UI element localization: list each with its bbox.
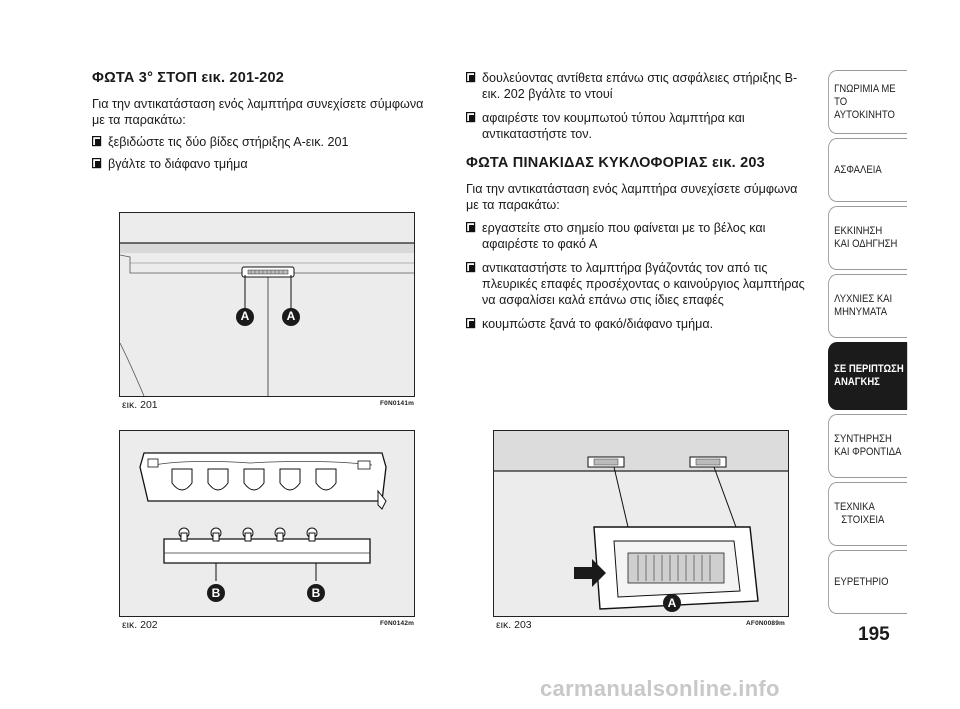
tab-label: ΛΥΧΝΙΕΣ ΚΑΙ <box>834 293 893 305</box>
callout-label-a: A <box>667 596 677 610</box>
tab-label: ΕΥΡΕΤΗΡΙΟ <box>834 575 889 588</box>
bullet-text: βγάλτε το διάφανο τμήμα <box>108 157 248 171</box>
tab-in-an-emergency[interactable] <box>828 342 907 410</box>
tab-safety[interactable] <box>828 138 907 202</box>
tab-getting-to-know-car[interactable] <box>828 70 907 134</box>
tab-label: ΣΥΝΤΗΡΗΣΗ <box>834 433 892 445</box>
tab-label: ΣΤΟΙΧΕΙΑ <box>841 514 885 526</box>
checkbox-bullet-icon <box>466 222 476 233</box>
intro-line: Για την αντικατάσταση ενός λαμπτήρα συνεχίσετε σύμφωνα <box>92 97 424 111</box>
figure-code: F0N0142m <box>380 620 415 627</box>
figure-code: F0N0141m <box>380 400 415 407</box>
callout-label-b: B <box>211 586 221 600</box>
checkbox-bullet-icon <box>466 112 476 123</box>
tab-warning-lights-and-messages[interactable] <box>828 274 907 338</box>
instruction-bullet <box>466 316 816 334</box>
checkbox-bullet-icon <box>466 318 476 329</box>
intro-line: Για την αντικατάσταση ενός λαμπτήρα συνεχίσετε σύμφωνα <box>466 182 798 196</box>
bullet-text: δουλεύοντας αντίθετα επάνω στις ασφάλειες στήριξης Β- <box>482 71 798 85</box>
tab-technical-data[interactable] <box>828 482 907 546</box>
figure-caption: εικ. 201 <box>122 399 158 411</box>
bullet-text: εικ. 202 βγάλτε το ντουί <box>482 87 613 101</box>
bullet-text: αφαιρέστε το φακό Α <box>482 237 598 251</box>
watermark: carmanualsonline.info <box>540 676 780 701</box>
instruction-bullet <box>466 260 816 310</box>
tab-maintenance-and-care[interactable] <box>828 414 907 478</box>
checkbox-bullet-icon <box>466 262 476 273</box>
tab-index[interactable] <box>828 550 907 614</box>
bullet-text: κουμπώστε ξανά το φακό/διάφανο τμήμα. <box>482 317 714 331</box>
page-number: 195 <box>858 624 890 645</box>
tab-label: ΑΝΑΓΚΗΣ <box>834 376 880 388</box>
figure-201-illustration <box>119 212 415 397</box>
section-heading-third-brake-light: ΦΩΤΑ 3° ΣΤΟΠ εικ. 201-202 <box>92 70 285 86</box>
tab-starting-and-driving[interactable] <box>828 206 907 270</box>
figure-caption: εικ. 202 <box>122 619 158 631</box>
checkbox-bullet-icon <box>92 136 102 147</box>
figure-code: AF0N0089m <box>746 620 786 627</box>
tab-label: ΚΑΙ ΟΔΗΓΗΣΗ <box>834 238 898 250</box>
bullet-text: αντικαταστήστε τον. <box>482 127 593 141</box>
instruction-bullet <box>466 110 816 144</box>
callout-label-a: A <box>286 309 296 323</box>
tab-label: ΓΝΩΡΙΜΙΑ ΜΕ <box>834 82 896 95</box>
bullet-text: πλευρικές επαφές προσέχοντας ο καινούργιος λαμπτήρας <box>482 277 805 291</box>
tab-label: ΜΗΝΥΜΑΤΑ <box>834 306 888 318</box>
tab-label: ΤΟ ΑΥΤΟΚΙΝΗΤΟ <box>834 95 895 121</box>
figure-203-illustration <box>493 430 789 617</box>
checkbox-bullet-icon <box>466 72 476 83</box>
bullet-text: να ασφαλίσει καλά επάνω στις ίδιες επαφές <box>482 293 724 307</box>
tab-label: ΑΣΦΑΛΕΙΑ <box>834 163 882 176</box>
figure-caption: εικ. 203 <box>496 619 532 631</box>
light-housing-and-bulb-holder-drawing <box>120 431 414 616</box>
callout-label-a: A <box>240 309 250 323</box>
tab-label: ΤΕΧΝΙΚΑ <box>834 501 875 513</box>
bullet-text: εργαστείτε στο σημείο που φαίνεται με το βέλος και <box>482 221 766 235</box>
instruction-bullet <box>466 220 816 254</box>
bullet-text: ξεβιδώστε τις δύο βίδες στήριξης Α-εικ. 201 <box>108 135 349 149</box>
intro-line: με τα παρακάτω: <box>466 198 560 212</box>
bullet-text: αφαιρέστε τον κουμπωτού τύπου λαμπτήρα και <box>482 111 745 125</box>
figure-202-illustration <box>119 430 415 617</box>
callout-label-b: B <box>311 586 321 600</box>
tab-label: ΕΚΚΙΝΗΣΗ <box>834 225 883 237</box>
intro-line: με τα παρακάτω: <box>92 113 186 127</box>
tailgate-third-stop-light-drawing <box>120 213 414 396</box>
section-heading-license-plate-lights: ΦΩΤΑ ΠΙΝΑΚΙΔΑΣ ΚΥΚΛΟΦΟΡΙΑΣ εικ. 203 <box>466 155 765 171</box>
checkbox-bullet-icon <box>92 158 102 169</box>
license-plate-light-drawing <box>494 431 788 616</box>
tab-label: ΣΕ ΠΕΡΙΠΤΩΣΗ <box>834 363 904 375</box>
instruction-bullet <box>466 70 816 104</box>
tab-label: ΚΑΙ ΦΡΟΝΤΙΔΑ <box>834 446 902 458</box>
bullet-text: αντικαταστήστε το λαμπτήρα βγάζοντάς τον από τις <box>482 261 768 275</box>
